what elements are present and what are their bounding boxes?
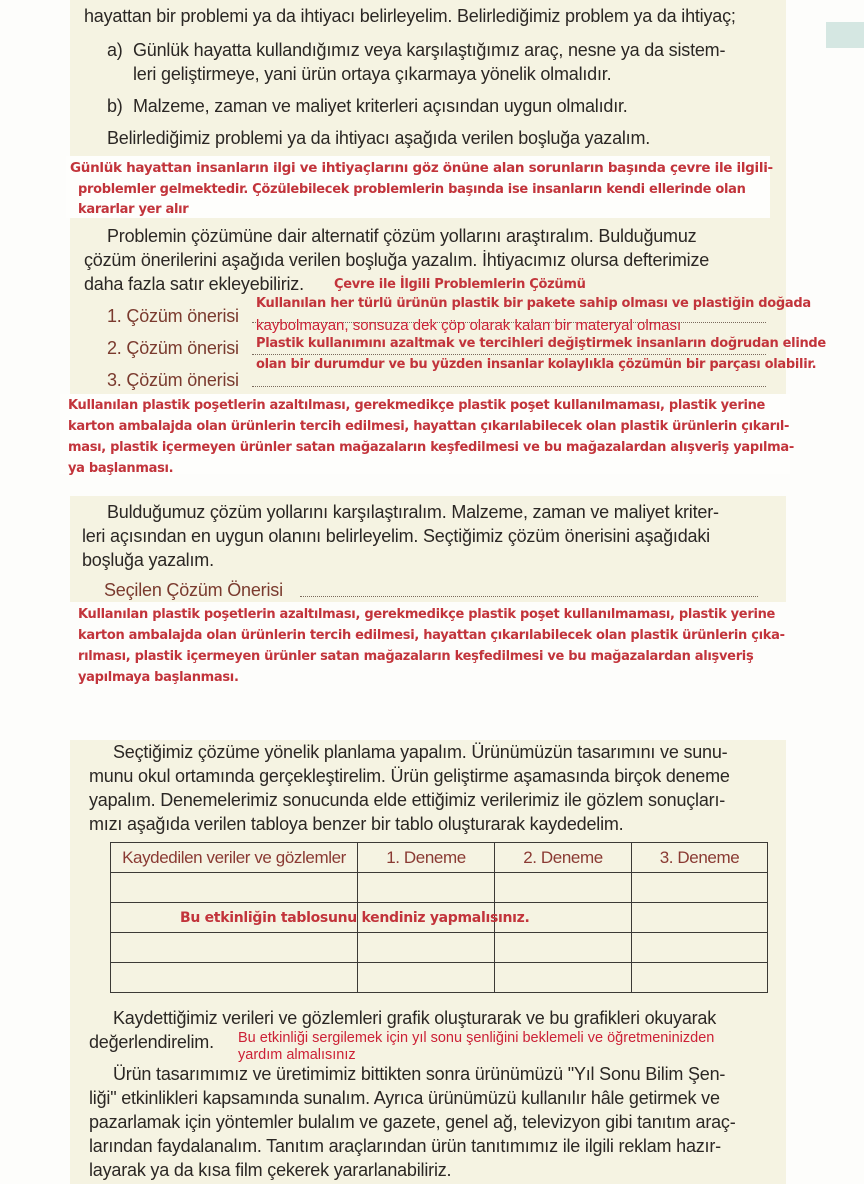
table-row <box>111 933 768 963</box>
evaluate-note-line2: yardım almalısınız <box>238 1047 356 1063</box>
selected-solution-field[interactable] <box>300 596 758 597</box>
evaluate-note-line1: Bu etkinliği sergilemek için yıl sonu şenliğini beklemeli ve öğretmeninizden <box>238 1030 715 1046</box>
closing-line: pazarlamak için yöntemler bulalım ve gazete, genel ağ, televizyon gibi tanıtım araç- <box>89 1112 736 1132</box>
solutions-paragraph-line: Problemin çözümüne dair alternatif çözüm yollarını araştıralım. Bulduğumuz <box>107 226 697 246</box>
table-cell[interactable] <box>495 963 632 993</box>
problem-answer-line: problemler gelmektedir. Çözülebilecek problemlerin başında ise insanların kendi ellerinde olan <box>78 182 746 197</box>
suggestion-1-label: 1. Çözüm önerisi <box>107 306 239 326</box>
table-cell[interactable] <box>111 963 358 993</box>
problem-answer-line: kararlar yer alır <box>78 202 189 217</box>
planning-paragraph-line: munu okul ortamında gerçekleştirelim. Ürün geliştirme aşamasında birçok deneme <box>89 766 730 786</box>
closing-line: Ürün tasarımımız ve üretimimiz bittikten sonra ürünümüzü "Yıl Sonu Bilim Şen- <box>113 1064 726 1084</box>
extra-answer-line: ya başlanması. <box>68 461 174 476</box>
planning-paragraph-line: yapalım. Denemelerimiz sonucunda elde ettiğimiz verilerimiz ile gözlem sonuçları- <box>89 790 726 810</box>
evaluate-line2: değerlendirelim. <box>89 1032 214 1052</box>
table-cell[interactable] <box>632 933 768 963</box>
table-cell[interactable] <box>495 933 632 963</box>
criterion-a-marker: a) <box>107 40 123 60</box>
table-cell[interactable] <box>358 963 495 993</box>
suggestion-2-answer-field[interactable] <box>252 354 766 355</box>
suggestion-2-answer-line1: Plastik kullanımını azaltmak ve tercihleri değiştirmek insanların doğrudan elinde <box>256 336 826 351</box>
planning-paragraph-line: Seçtiğimiz çözüme yönelik planlama yapalım. Ürünümüzün tasarımını ve sunu- <box>113 742 728 762</box>
table-row <box>111 963 768 993</box>
table-cell[interactable] <box>111 873 358 903</box>
criterion-b-marker: b) <box>107 96 123 116</box>
extra-answer-line: karton ambalajda olan ürünlerin tercih edilmesi, hayattan çıkarılabilecek olan plastik ürünlerin çıkarıl- <box>68 419 790 434</box>
solutions-paragraph-line: çözüm önerilerini aşağıda verilen boşluğa yazalım. İhtiyacımız olursa defterimize <box>84 250 710 270</box>
criterion-a-line1: Günlük hayatta kullandığımız veya karşılaştığımız araç, nesne ya da sistem- <box>133 40 726 60</box>
table-header-row <box>111 843 768 873</box>
suggestion-3-label: 3. Çözüm önerisi <box>107 370 239 390</box>
page-edge-tab <box>826 22 864 48</box>
intro-line: hayattan bir problemi ya da ihtiyacı belirleyelim. Belirlediğimiz problem ya da ihtiyaç; <box>84 6 736 26</box>
table-cell[interactable] <box>111 933 358 963</box>
criterion-a-line2: leri geliştirmeye, yani ürün ortaya çıkarmaya yönelik olmalıdır. <box>133 64 612 84</box>
selected-answer-line: karton ambalajda olan ürünlerin tercih edilmesi, hayattan çıkarılabilecek olan plastik ürünlerin çıka- <box>78 628 785 643</box>
table-header: 2. Deneme <box>495 843 632 873</box>
selection-paragraph-line: Bulduğumuz çözüm yollarını karşılaştıralım. Malzeme, zaman ve maliyet kriter- <box>107 502 719 522</box>
suggestion-3-answer-field[interactable] <box>252 386 766 387</box>
selected-answer-line: yapılmaya başlanması. <box>78 670 239 685</box>
table-cell[interactable] <box>358 933 495 963</box>
evaluate-line1: Kaydettiğimiz verileri ve gözlemleri grafik oluşturarak ve bu grafikleri okuyarak <box>113 1008 717 1028</box>
criterion-b-line1: Malzeme, zaman ve maliyet kriterleri açısından uygun olmalıdır. <box>133 96 628 116</box>
closing-line: layarak ya da kısa film çekerek yararlanabiliriz. <box>89 1160 452 1180</box>
table-header: 3. Deneme <box>632 843 768 873</box>
selected-answer-line: Kullanılan plastik poşetlerin azaltılması, gerekmedikçe plastik poşet kullanılmaması, plastik yerine <box>78 607 776 622</box>
table-cell[interactable] <box>632 873 768 903</box>
table-cell[interactable] <box>632 963 768 993</box>
problem-answer-line: Günlük hayattan insanların ilgi ve ihtiyaçlarını göz önüne alan sorunların başında çevre ile ilgili- <box>70 160 773 176</box>
closing-line: liği" etkinlikleri kapsamında sunalım. Ayrıca ürünümüzü kullanılır hâle getirmek ve <box>89 1088 720 1108</box>
selected-solution-label: Seçilen Çözüm Önerisi <box>104 580 283 600</box>
suggestion-1-answer-line1: Kullanılan her türlü ürünün plastik bir pakete sahip olması ve plastiğin doğada <box>256 296 811 311</box>
table-header: 1. Deneme <box>358 843 495 873</box>
closing-line: larından faydalanalım. Tanıtım araçlarından ürün tanıtımımız ile ilgili reklam hazır- <box>89 1136 721 1156</box>
suggestion-2-answer-line2: olan bir durumdur ve bu yüzden insanlar kolaylıkla çözümün bir parçası olabilir. <box>256 357 817 372</box>
table-cell[interactable] <box>495 873 632 903</box>
table-header: Kaydedilen veriler ve gözlemler <box>111 843 358 873</box>
suggestion-1-answer-line2: kaybolmayan, sonsuza dek çöp olarak kalan bir materyal olması <box>256 317 682 334</box>
problem-instruction: Belirlediğimiz problemi ya da ihtiyacı aşağıda verilen boşluğa yazalım. <box>107 128 651 148</box>
table-handwritten-note: Bu etkinliğin tablosunu kendiniz yapmalısınız. <box>180 910 530 926</box>
table-cell[interactable] <box>632 903 768 933</box>
extra-answer-line: ması, plastik içermeyen ürünler satan mağazaların keşfedilmesi ve bu mağazalardan alışveriş yapılma- <box>68 440 794 455</box>
solutions-handwritten-title: Çevre ile İlgili Problemlerin Çözümü <box>334 277 586 292</box>
table-row <box>111 873 768 903</box>
selection-paragraph-line: boşluğa yazalım. <box>82 550 214 570</box>
suggestion-2-label: 2. Çözüm önerisi <box>107 338 239 358</box>
selection-paragraph-line: leri açısından en uygun olanını belirleyelim. Seçtiğimiz çözüm önerisini aşağıdaki <box>82 526 710 546</box>
planning-paragraph-line: mızı aşağıda verilen tabloya benzer bir tablo oluşturarak kaydedelim. <box>89 814 624 834</box>
selected-answer-line: rılması, plastik içermeyen ürünler satan mağazaların keşfedilmesi ve bu mağazalardan alışveriş <box>78 649 754 664</box>
solutions-paragraph-line: daha fazla satır ekleyebiliriz. <box>84 274 304 294</box>
table-cell[interactable] <box>358 873 495 903</box>
extra-answer-line: Kullanılan plastik poşetlerin azaltılması, gerekmedikçe plastik poşet kullanılmaması, plastik yerine <box>68 398 766 413</box>
